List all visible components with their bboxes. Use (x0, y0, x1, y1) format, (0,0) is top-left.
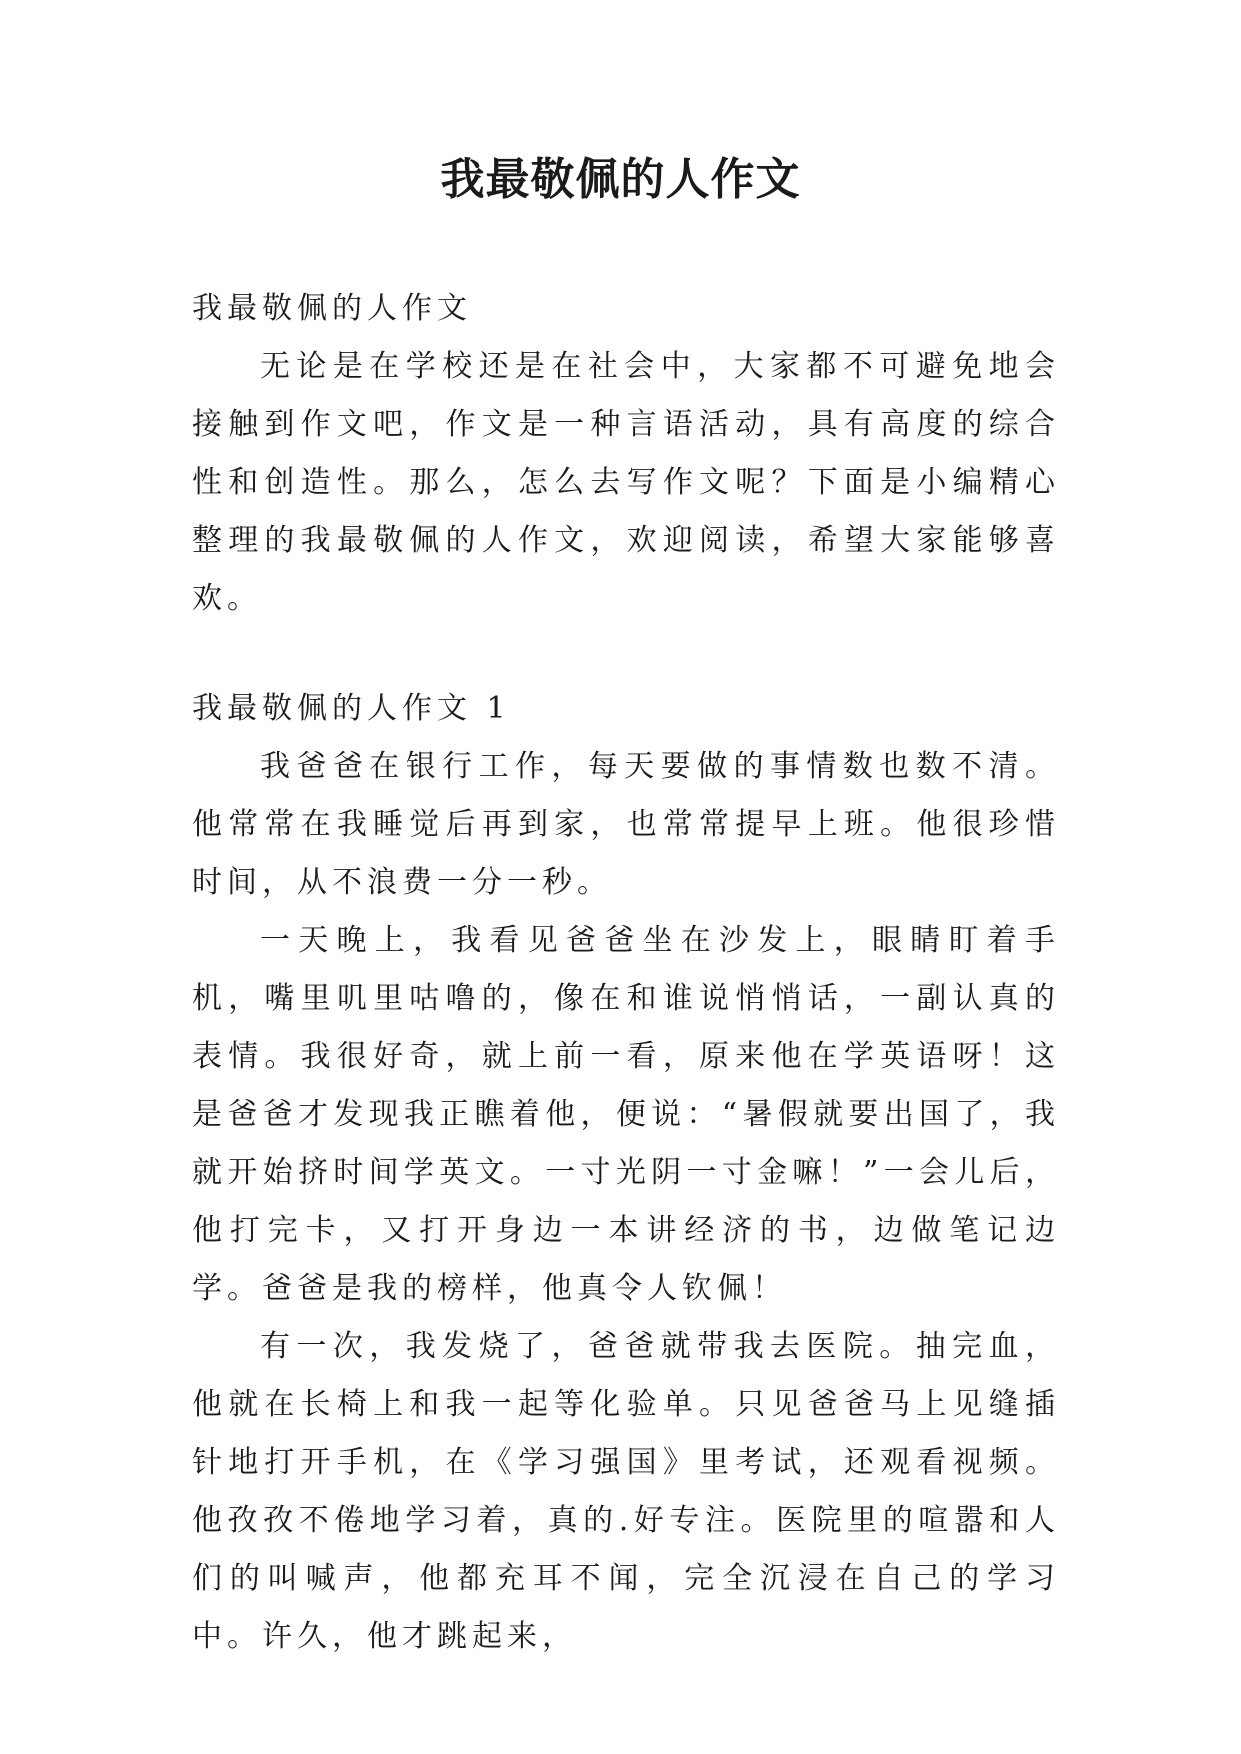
intro-paragraph: 无论是在学校还是在社会中，大家都不可避免地会接触到作文吧，作文是一种言语活动，具有高度的综合性和创造性。那么，怎么去写作文呢？下面是小编精心整理的我最敬佩的人作文，欢迎阅读，希望大家能够喜欢。 (192, 349, 1060, 616)
page-title: 我最敬佩的人作文 (440, 154, 801, 205)
intro-heading: 我最敬佩的人作文 (192, 291, 472, 326)
section-1-paragraph-1: 我爸爸在银行工作，每天要做的事情数也数不清。他常常在我睡觉后再到家，也常常提早上班。他很珍惜时间，从不浪费一分一秒。 (192, 749, 1060, 900)
section-1-paragraph-2: 一天晚上，我看见爸爸坐在沙发上，眼睛盯着手机，嘴里叽里咕噜的，像在和谁说悄悄话，一副认真的表情。我很好奇，就上前一看，原来他在学英语呀！这是爸爸才发现我正瞧着他，便说：“暑假就要出国了，我就开始挤时间学英文。一寸光阴一寸金嘛！”一会儿后，他打完卡，又打开身边一本讲经济的书，边做笔记边学。爸爸是我的榜样，他真令人钦佩！ (192, 923, 1060, 1306)
document-body (192, 280, 1060, 1666)
section-1-heading: 我最敬佩的人作文 1 (192, 691, 511, 726)
section-1-paragraph-3: 有一次，我发烧了，爸爸就带我去医院。抽完血，他就在长椅上和我一起等化验单。只见爸爸马上见缝插针地打开手机，在《学习强国》里考试，还观看视频。他孜孜不倦地学习着，真的.好专注。医院里的喧嚣和人们的叫喊声，他都充耳不闻，完全沉浸在自己的学习中。许久，他才跳起来， (192, 1329, 1060, 1654)
